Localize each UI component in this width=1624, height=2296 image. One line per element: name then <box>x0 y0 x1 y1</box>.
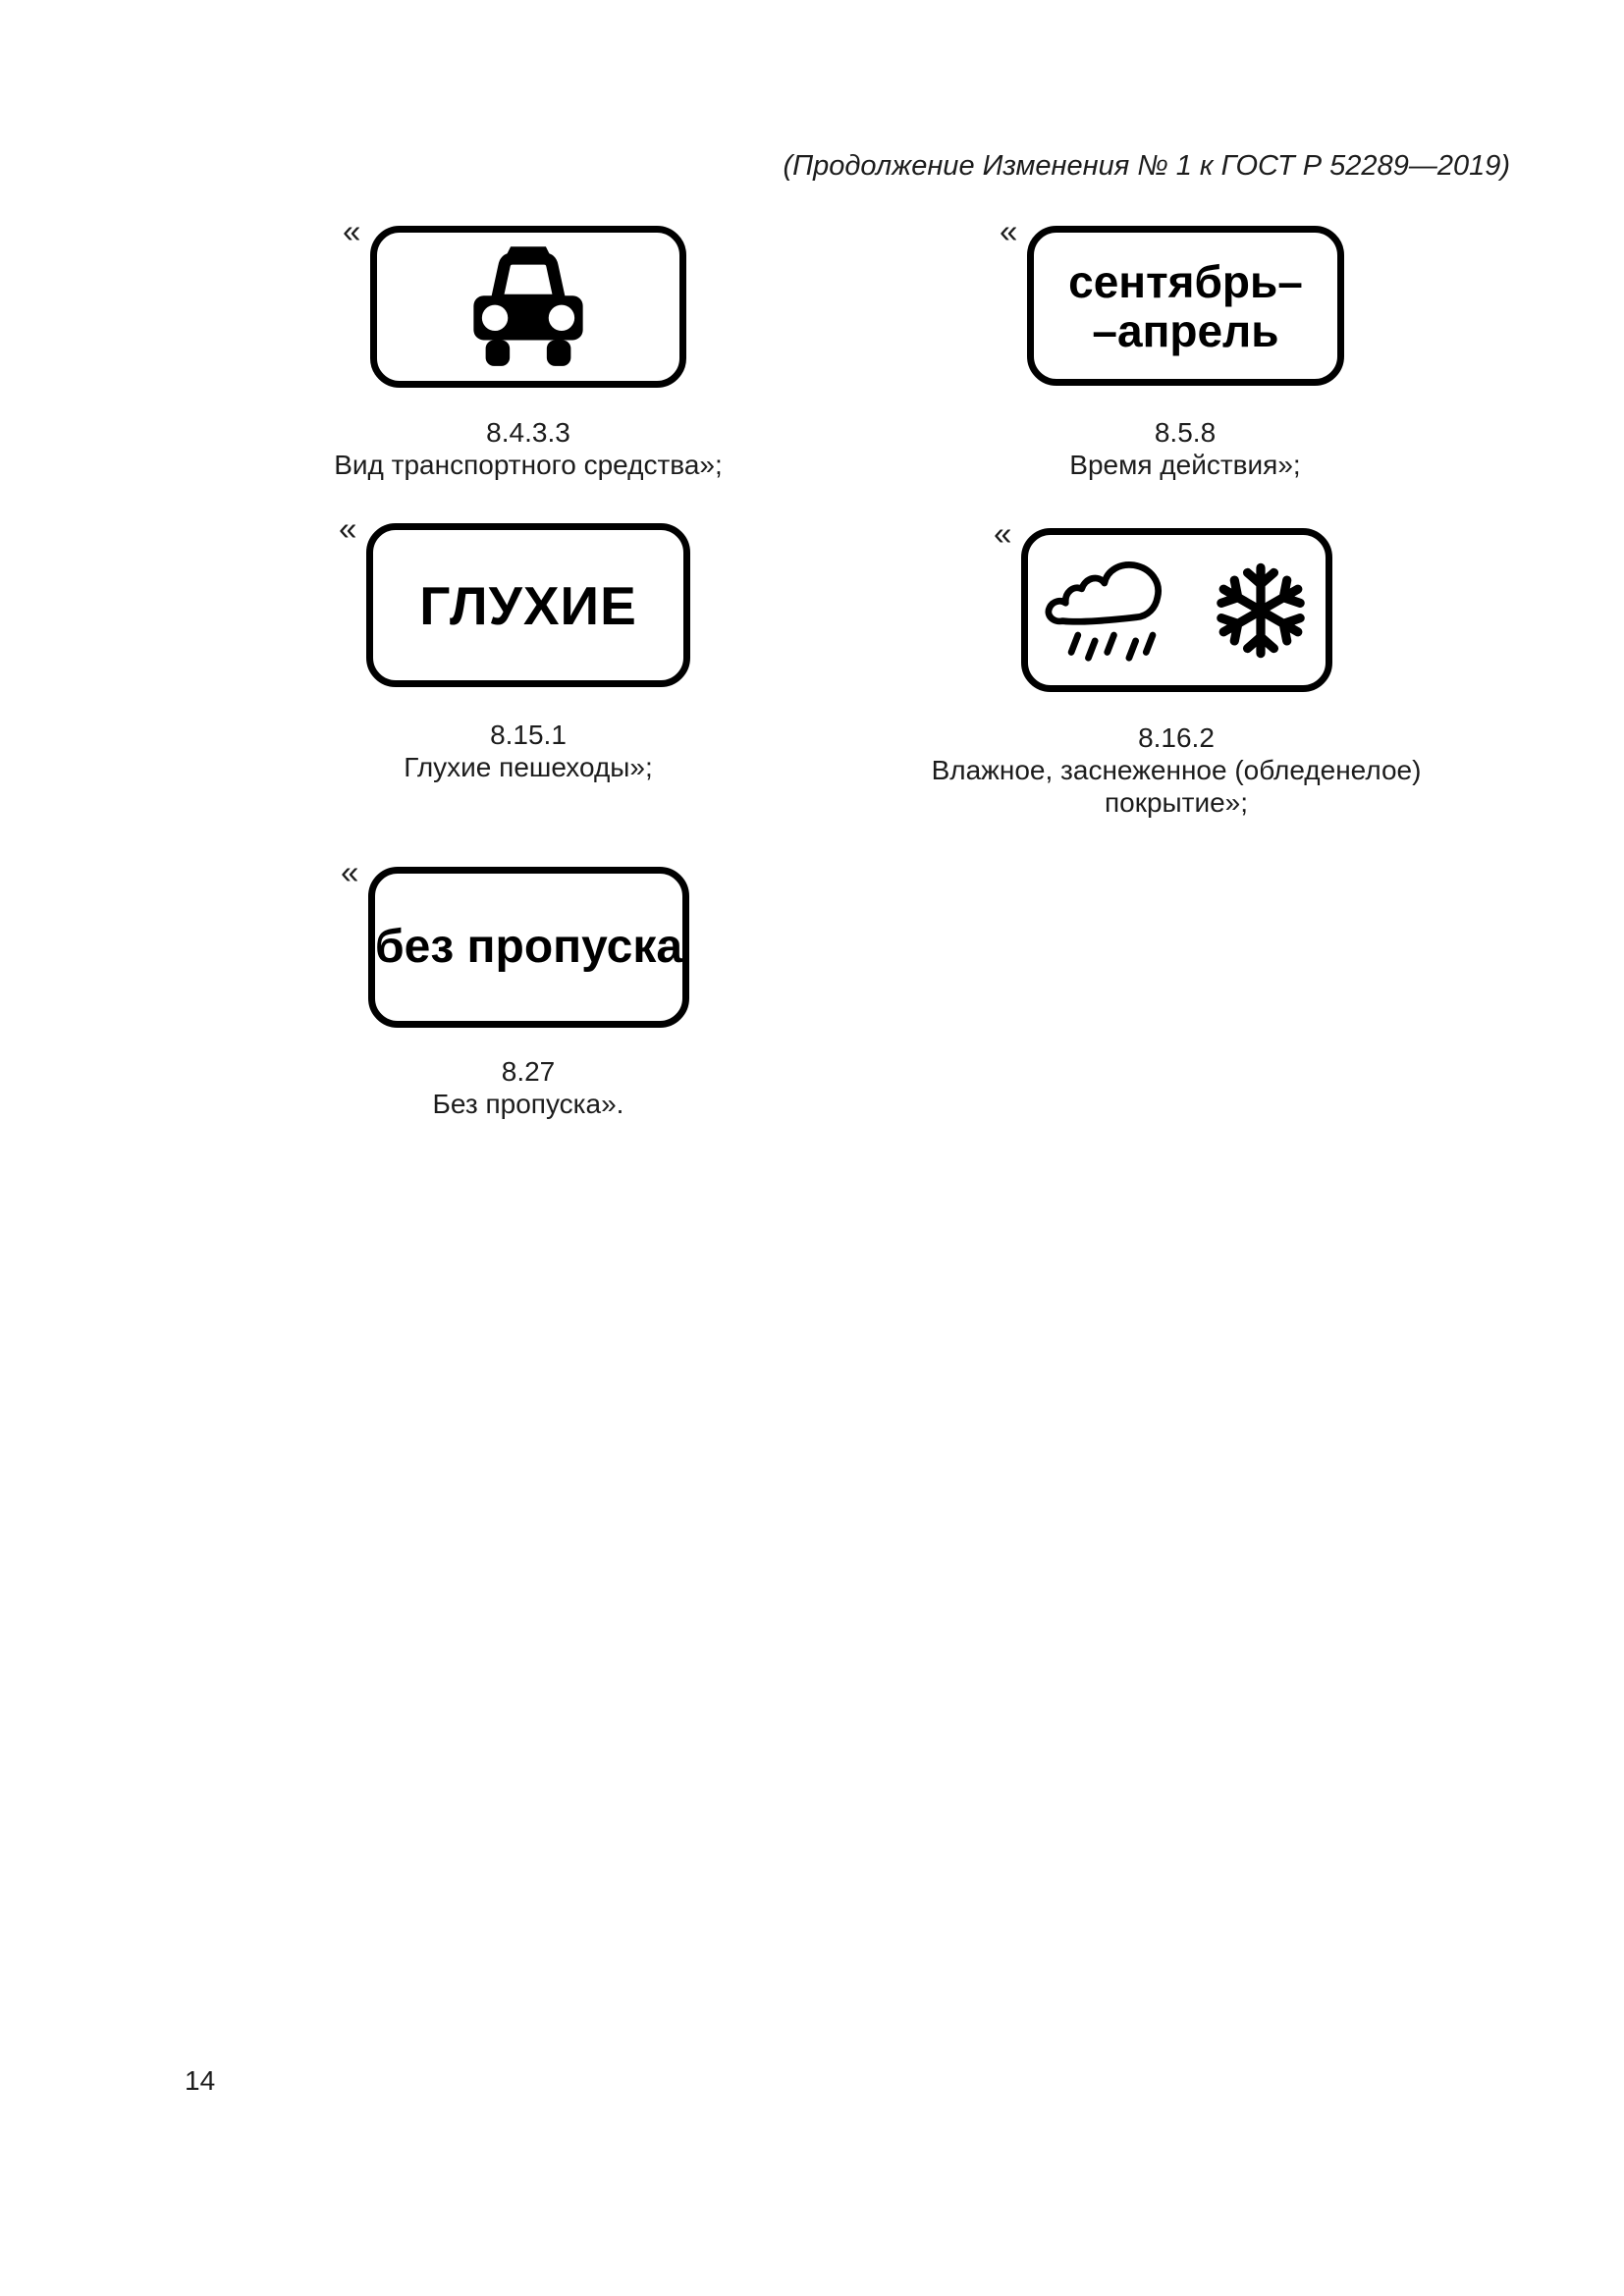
opening-guillemet: « <box>1000 213 1018 249</box>
taxi-front-icon <box>463 246 593 368</box>
plate-text-line: –апрель <box>1092 304 1279 356</box>
sign-caption: Без пропуска». <box>432 1089 624 1119</box>
sign-caption: Глухие пешеходы»; <box>404 752 653 782</box>
plate-text-line: без пропуска <box>374 921 683 973</box>
sign-code: 8.16.2 <box>1138 722 1215 753</box>
running-title: (Продолжение Изменения № 1 к ГОСТ Р 52289—2019) <box>783 150 1510 182</box>
opening-guillemet: « <box>339 510 357 547</box>
sign-code: 8.15.1 <box>490 720 567 750</box>
sign-plate-8-16-2 <box>1021 528 1332 692</box>
sign-caption: Время действия»; <box>1069 450 1301 480</box>
opening-guillemet: « <box>343 213 361 249</box>
sign-plate-8-27 <box>368 867 689 1028</box>
plate-text-line: сентябрь– <box>1068 255 1303 307</box>
sign-plate-8-15-1 <box>366 523 690 687</box>
sign-plate-8-5-8 <box>1027 226 1344 386</box>
sign-caption-line: покрытие»; <box>1104 787 1249 818</box>
sign-caption-line: Влажное, заснеженное (обледенелое) <box>931 755 1422 785</box>
sign-code: 8.27 <box>501 1056 556 1087</box>
sign-code: 8.5.8 <box>1154 417 1217 448</box>
sign-caption: Вид транспортного средства»; <box>334 450 723 480</box>
sign-plate-8-4-3-3 <box>370 226 686 388</box>
opening-guillemet: « <box>994 515 1012 552</box>
sign-code: 8.4.3.3 <box>486 417 570 448</box>
opening-guillemet: « <box>341 854 359 890</box>
plate-text-line: ГЛУХИЕ <box>419 574 637 636</box>
snowflake-icon <box>1210 558 1312 664</box>
rain-cloud-icon <box>1042 558 1184 664</box>
page-number: 14 <box>185 2065 216 2096</box>
